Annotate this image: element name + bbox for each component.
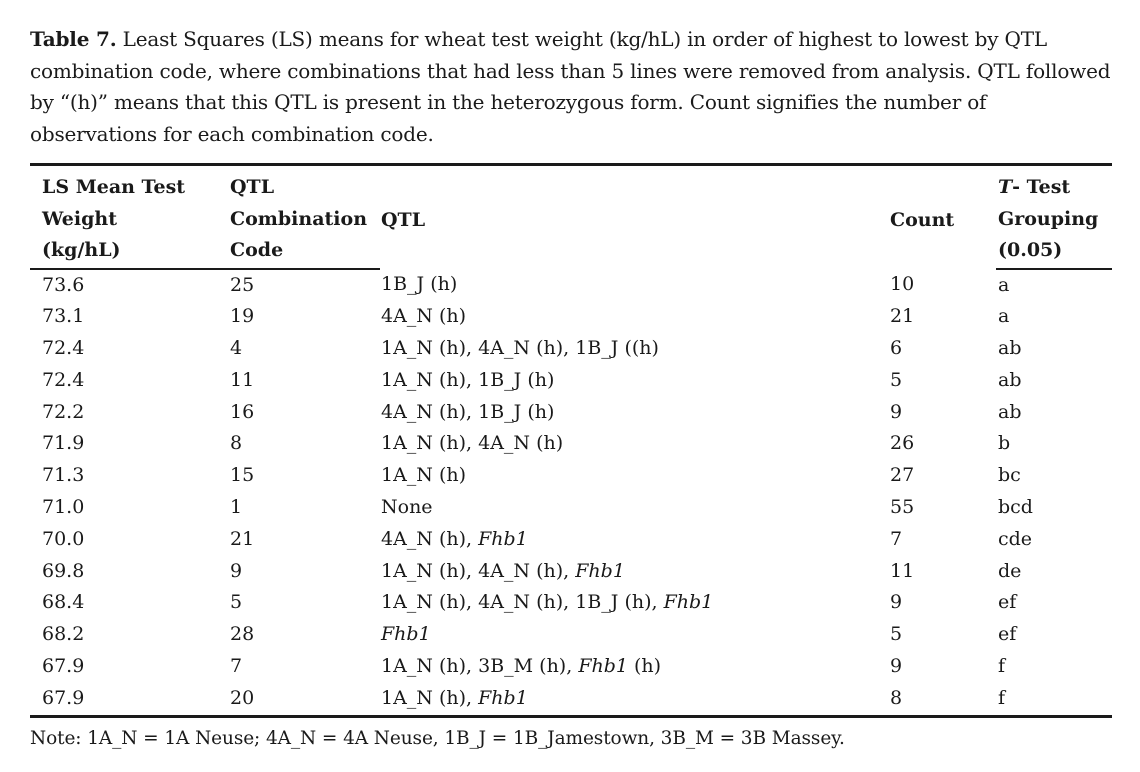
header-qtl-code-line2: Combination	[230, 207, 368, 230]
grouping-cell: ab	[998, 337, 1022, 360]
qtl-code-cell: 25	[230, 273, 255, 296]
count-cell: 9	[890, 655, 903, 678]
caption-label: Table 7.	[30, 27, 117, 51]
grouping-cell: f	[998, 655, 1006, 678]
table-row	[30, 619, 1112, 651]
qtl-segment: 1A_N (h), 4A_N (h), 1B_J (h),	[381, 591, 664, 614]
grouping-cell: a	[998, 273, 1010, 296]
qtl-segment: 1A_N (h), 4A_N (h), 1B_J ((h)	[381, 337, 659, 360]
table-row	[30, 365, 1112, 397]
qtl-code-cell: 21	[230, 527, 255, 550]
qtl-italic-segment: Fhb1	[381, 623, 431, 646]
qtl-cell	[380, 492, 890, 524]
qtl-segment: 1A_N (h)	[381, 464, 467, 487]
ls-mean-cell: 68.4	[42, 591, 85, 614]
qtl-cell	[380, 460, 890, 492]
count-cell: 21	[890, 305, 915, 328]
table-row	[30, 397, 1112, 429]
grouping-cell: b	[998, 432, 1011, 455]
count-cell: 10	[890, 273, 915, 295]
count-cell: 55	[890, 496, 915, 519]
qtl-italic-segment: Fhb1	[578, 655, 628, 678]
table-row	[30, 460, 1112, 492]
qtl-segment: 4A_N (h),	[381, 527, 479, 550]
ls-mean-cell: 72.2	[42, 400, 85, 423]
qtl-segment: 1A_N (h), 4A_N (h),	[381, 559, 576, 582]
qtl-code-cell: 8	[230, 432, 243, 455]
qtl-cell	[380, 301, 890, 333]
table-caption	[30, 24, 1112, 150]
qtl-cell	[380, 397, 890, 429]
table-row	[30, 269, 1112, 302]
header-ls-mean-line1: LS Mean Test	[30, 165, 218, 204]
ls-mean-cell: 72.4	[42, 368, 85, 391]
count-cell: 27	[890, 464, 915, 487]
qtl-cell	[380, 683, 890, 716]
header-qtl: QTL	[380, 165, 890, 269]
caption-text: Least Squares (LS) means for wheat test weight (kg/hL) in order of highest to lowest by QTL combination code, where combinations that had less than 5 lines were removed from analysis. QTL followed by “(h)” means that this QTL is present in the heterozygous form. Count signifies the number of observations for each combination code.	[30, 27, 1111, 146]
count-cell: 6	[890, 337, 903, 360]
table-row	[30, 492, 1112, 524]
qtl-segment: (h)	[627, 655, 662, 678]
count-cell: 9	[890, 400, 903, 423]
qtl-code-cell: 1	[230, 496, 243, 519]
ls-mean-cell: 72.4	[42, 337, 85, 360]
qtl-results-table	[30, 163, 1112, 718]
document-page	[30, 24, 1112, 752]
table-row	[30, 587, 1112, 619]
count-cell: 11	[890, 559, 915, 582]
qtl-cell	[380, 651, 890, 683]
count-cell: 5	[890, 368, 903, 391]
qtl-cell	[380, 333, 890, 365]
count-cell: 8	[890, 683, 996, 716]
table-row	[30, 556, 1112, 588]
table-row	[30, 333, 1112, 365]
header-grouping-line3: (0.05)	[996, 235, 1112, 269]
grouping-cell: ab	[998, 400, 1022, 423]
table-row	[30, 651, 1112, 683]
qtl-italic-segment: Fhb1	[663, 591, 714, 614]
ls-mean-cell: 70.0	[42, 527, 85, 550]
grouping-cell: bc	[998, 464, 1021, 487]
table-row	[30, 428, 1112, 460]
qtl-cell	[380, 619, 890, 651]
qtl-cell	[380, 556, 890, 588]
qtl-italic-segment: Fhb1	[478, 686, 528, 709]
ls-mean-cell: 73.1	[42, 305, 85, 328]
header-ls-mean-line2: Weight	[42, 207, 117, 230]
header-grouping-test: - Test	[1012, 176, 1071, 198]
count-cell: 5	[890, 623, 903, 646]
grouping-cell: de	[998, 559, 1022, 582]
header-ls-mean-line3: (kg/hL)	[30, 235, 218, 269]
qtl-code-cell: 28	[230, 623, 255, 646]
grouping-cell: ab	[998, 368, 1022, 391]
qtl-code-cell: 11	[230, 368, 255, 391]
qtl-code-cell: 9	[230, 559, 243, 582]
grouping-cell: cde	[998, 527, 1033, 550]
grouping-cell: ef	[998, 591, 1017, 614]
count-cell: 9	[890, 591, 903, 614]
ls-mean-cell: 73.6	[42, 273, 85, 296]
header-qtl-code-line3: Code	[218, 235, 380, 269]
ls-mean-cell: 71.0	[42, 496, 85, 519]
ls-mean-cell: 71.3	[42, 464, 85, 487]
qtl-segment: 1A_N (h), 3B_M (h),	[381, 655, 579, 678]
header-qtl-code-line1: QTL	[218, 165, 380, 204]
qtl-code-cell: 5	[230, 591, 243, 614]
qtl-segment: 1A_N (h), 4A_N (h)	[381, 432, 564, 455]
qtl-code-cell: 16	[230, 400, 255, 423]
qtl-segment: 4A_N (h)	[381, 305, 467, 328]
qtl-segment: 1A_N (h), 1B_J (h)	[381, 368, 555, 391]
table-header	[30, 165, 1112, 269]
qtl-cell	[380, 587, 890, 619]
qtl-code-cell: 4	[230, 337, 243, 360]
grouping-cell: a	[998, 305, 1010, 328]
count-cell: 7	[890, 527, 903, 550]
grouping-cell: ef	[998, 623, 1017, 646]
table-row	[30, 683, 1112, 716]
ls-mean-cell: 67.9	[30, 683, 218, 716]
header-grouping-line1	[996, 165, 1112, 204]
table-row	[30, 524, 1112, 556]
ls-mean-cell: 67.9	[42, 655, 85, 678]
count-cell: 26	[890, 432, 915, 455]
qtl-italic-segment: Fhb1	[478, 527, 528, 550]
header-grouping-line2: Grouping	[998, 207, 1099, 230]
qtl-code-cell: 20	[218, 683, 380, 716]
qtl-cell	[380, 365, 890, 397]
qtl-code-cell: 7	[230, 655, 243, 678]
qtl-italic-segment: Fhb1	[575, 559, 625, 582]
qtl-segment: None	[381, 496, 433, 519]
qtl-segment: 4A_N (h), 1B_J (h)	[381, 400, 555, 423]
ls-mean-cell: 68.2	[42, 623, 85, 646]
qtl-cell	[380, 428, 890, 460]
qtl-code-cell: 19	[230, 305, 255, 328]
qtl-code-cell: 15	[230, 464, 255, 487]
ls-mean-cell: 69.8	[42, 559, 85, 582]
header-count: Count	[890, 165, 996, 269]
table-row	[30, 301, 1112, 333]
table-note: Note: 1A_N = 1A Neuse; 4A_N = 4A Neuse, 1B_J = 1B_Jamestown, 3B_M = 3B Massey.	[30, 727, 845, 749]
qtl-cell	[380, 524, 890, 556]
table-body	[30, 269, 1112, 717]
grouping-cell: bcd	[998, 496, 1033, 519]
qtl-cell	[380, 269, 890, 302]
qtl-segment: 1B_J (h)	[381, 273, 458, 295]
header-grouping-t: T	[998, 176, 1013, 198]
qtl-segment: 1A_N (h),	[381, 686, 479, 709]
grouping-cell: f	[996, 683, 1112, 716]
ls-mean-cell: 71.9	[42, 432, 85, 455]
